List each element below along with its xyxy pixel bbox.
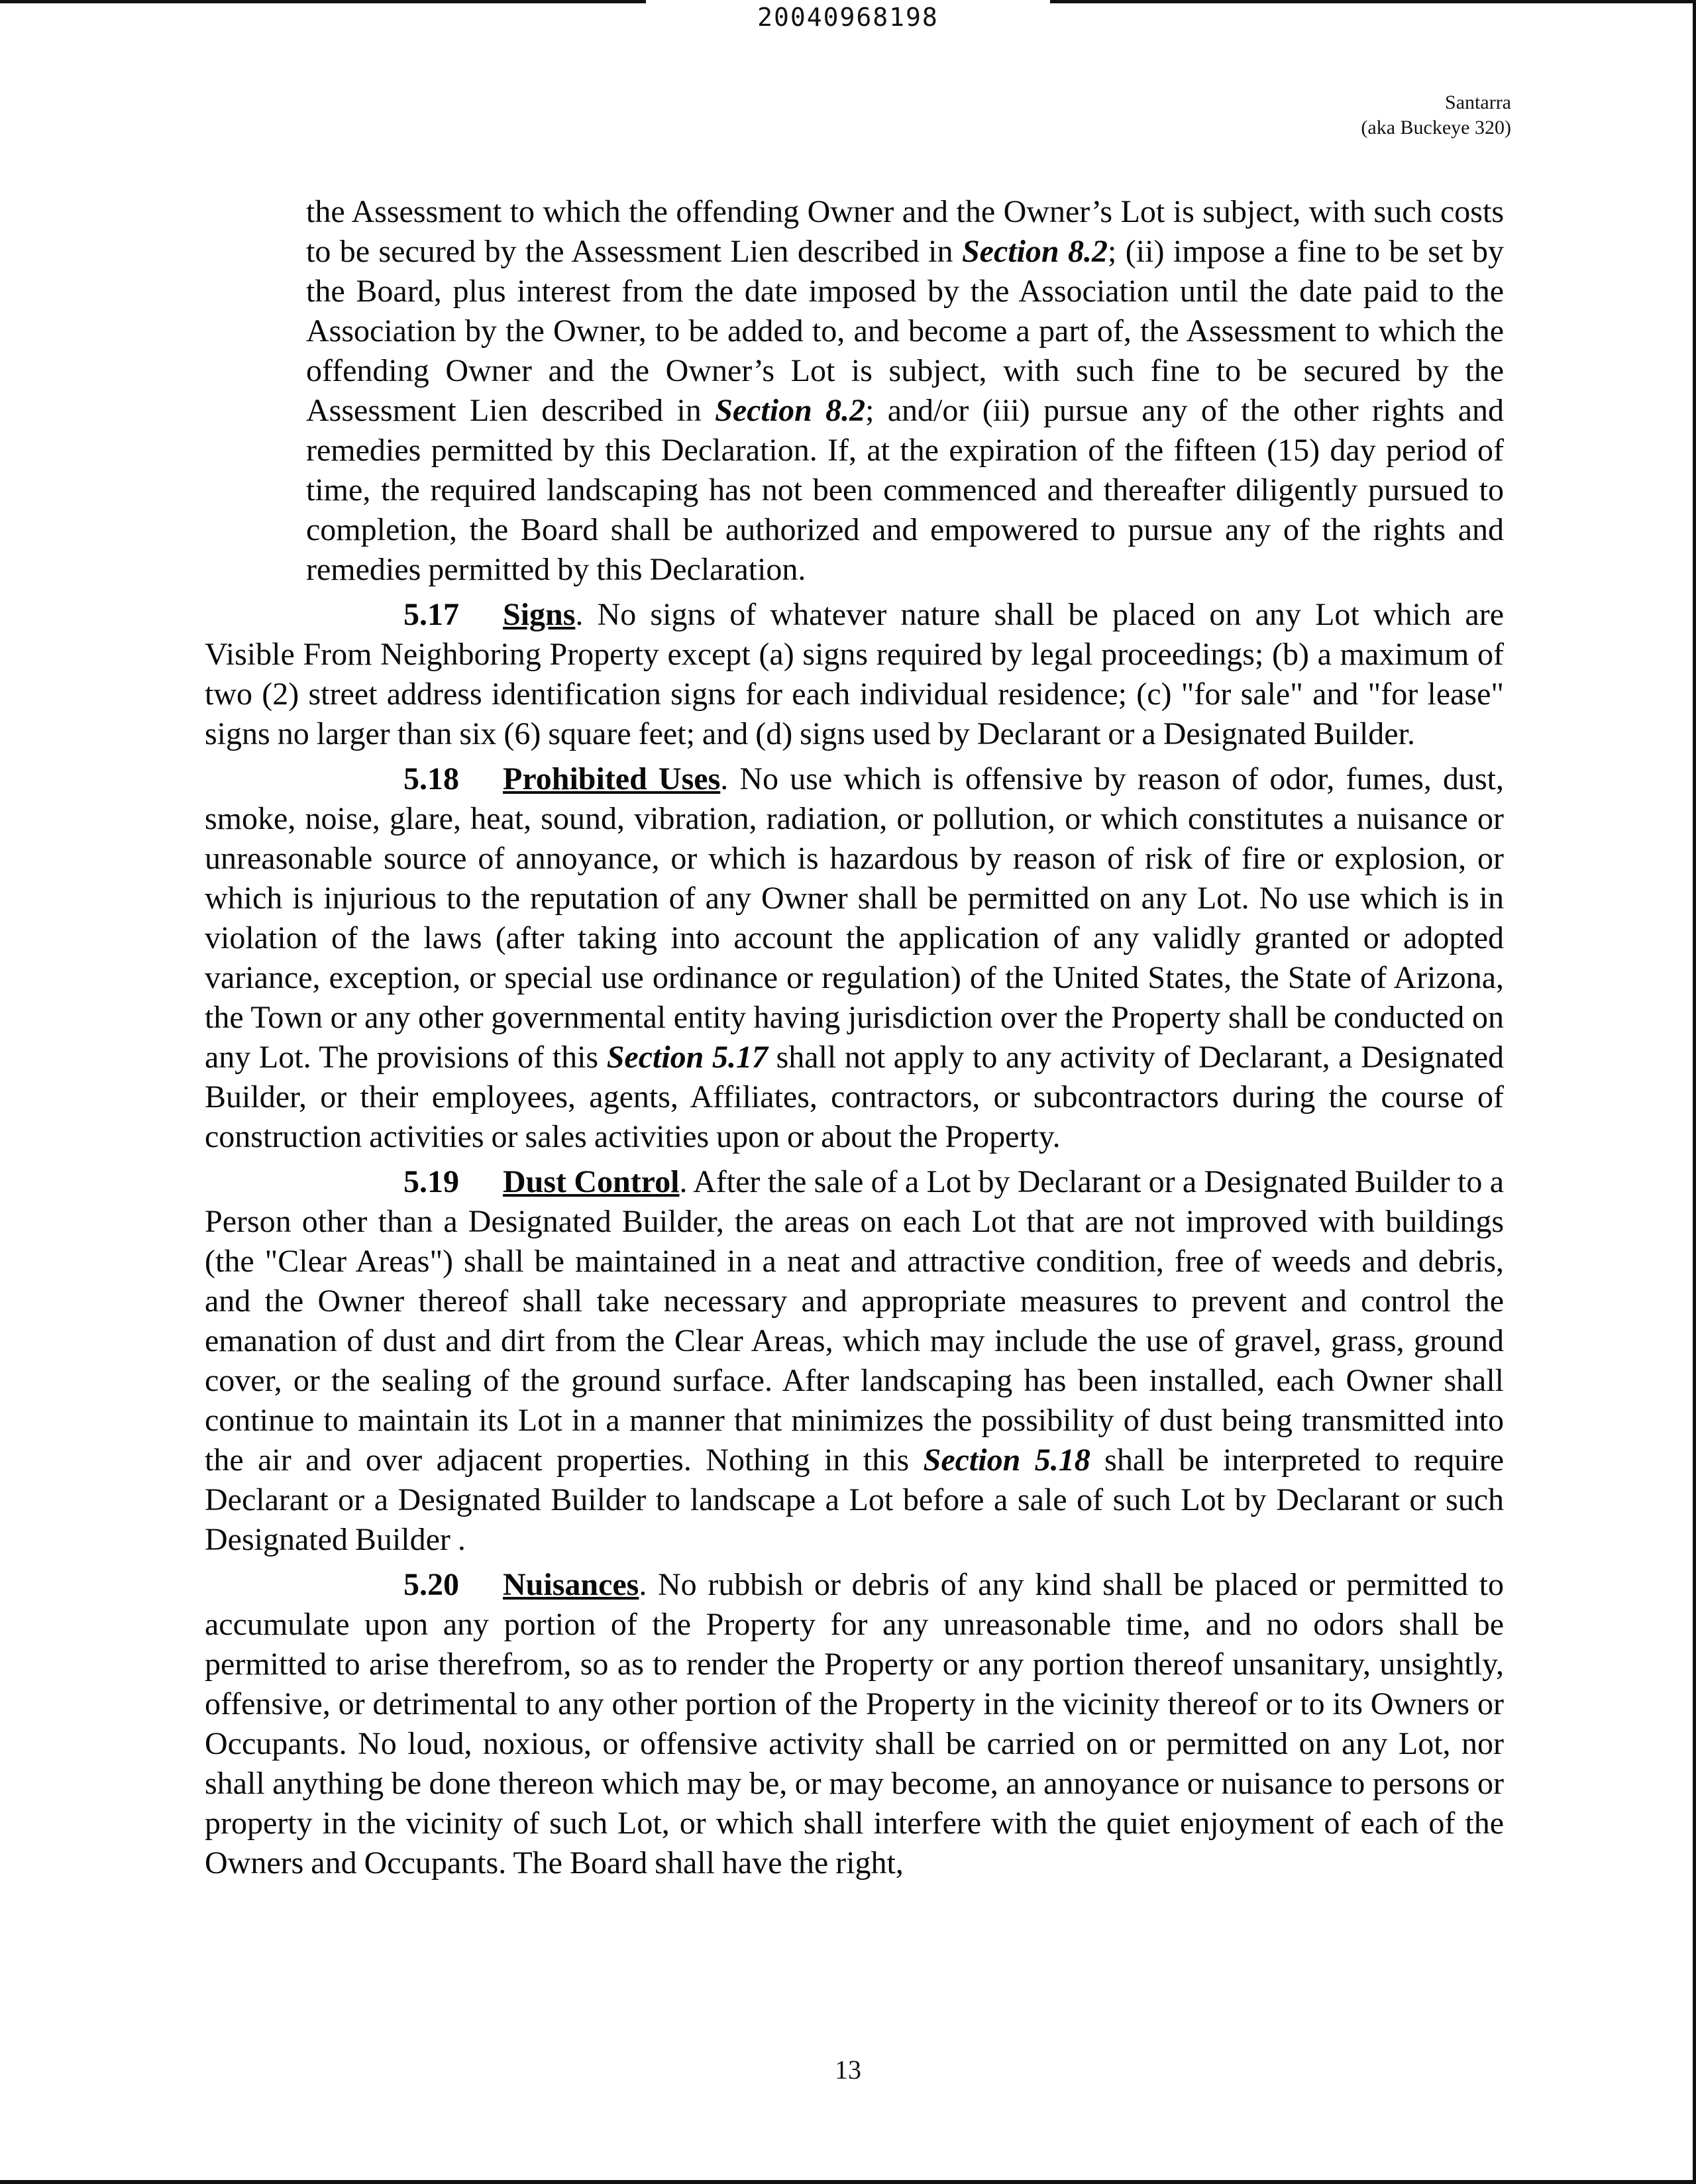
section-reference: Section 5.18 — [923, 1443, 1090, 1478]
scan-border-bottom — [0, 2180, 1696, 2184]
section-text: . After the sale of a Lot by Declarant or a Designated Builder to a Person other than a Designated Builder, the areas on each Lot that are not improved with buildings (the "Clear Areas") shall be maintained in a neat and attractive condition, free of weeds and debris, and the Owner thereof shall take necessary and appropriate measures to prevent and control the emanation of dust and dirt from the Clear Areas, which may include the use of gravel, grass, ground cover, or the sealing of the ground surface. After landscaping has been installed, each Owner shall continue to maintain its Lot in a manner that minimizes the possibility of dust being transmitted into the air and over adjacent properties. Nothing in this — [205, 1164, 1504, 1478]
section-5-20 — [205, 1565, 1504, 1883]
header-title: Santarra — [1445, 91, 1511, 113]
section-5-17 — [205, 595, 1504, 754]
section-text: shall not apply to any activity of Declarant, a Designated Builder, or their employees, agents, Affiliates, contractors, or subcontractors during the course of construction activities or sales activities upon or about the Property. — [205, 1040, 1505, 1154]
running-header — [1361, 90, 1511, 140]
section-5-19 — [205, 1162, 1504, 1560]
section-text: . No use which is offensive by reason of odor, fumes, dust, smoke, noise, glare, heat, sound, vibration, radiation, or pollution, or which constitutes a nuisance or unreasonable source of annoyance, or which is hazardous by reason of risk of fire or explosion, or which is injurious to the reputation of any Owner shall be permitted on any Lot. No use which is in violation of the laws (after taking into account the application of any validly granted or adopted variance, exception, or special use ordinance or regulation) of the United States, the State of Arizona, the Town or any other governmental entity having jurisdiction over the Property shall be conducted on any Lot. The provisions of this — [205, 761, 1504, 1075]
section-text: shall be interpreted to require Declarant or a Designated Builder to landscape a Lot before a sale of such Lot by Declarant or such Designated Builder . — [205, 1443, 1505, 1557]
document-id: 20040968198 — [757, 3, 939, 32]
section-number: 5.18 — [403, 761, 459, 796]
section-heading: Dust Control — [503, 1164, 680, 1199]
section-number: 5.17 — [403, 597, 459, 632]
page-number: 13 — [835, 2055, 861, 2085]
continuation-paragraph — [306, 192, 1504, 590]
body-text — [205, 192, 1504, 1883]
section-text: . No signs of whatever nature shall be placed on any Lot which are Visible From Neighboring Property except (a) signs required by legal proceedings; (b) a maximum of two (2) street address identification signs for each individual residence; (c) "for sale" and "for lease" signs no larger than six (6) square feet; and (d) signs used by Declarant or a Designated Builder. — [205, 597, 1504, 751]
text-run: the Assessment to which the offending Owner and the Owner’s Lot is subject, with such costs to be secured by the Assessment Lien described in — [306, 194, 1504, 269]
section-heading: Signs — [503, 597, 576, 632]
section-5-18 — [205, 759, 1504, 1157]
section-reference: Section 8.2 — [715, 393, 866, 428]
text-run: ; and/or (iii) pursue any of the other rights and remedies permitted by this Declaration. If, at the expiration of the fifteen (15) day period of time, the required landscaping has not been commenced and thereafter diligently pursued to completion, the Board shall be authorized and empowered to pursue any of the rights and remedies permitted by this Declaration. — [306, 393, 1505, 587]
section-reference: Section 8.2 — [961, 234, 1108, 269]
header-subtitle: (aka Buckeye 320) — [1361, 117, 1511, 138]
section-text: . No rubbish or debris of any kind shall be placed or permitted to accumulate upon any portion of the Property for any unreasonable time, and no odors shall be permitted to arise therefrom, so as to render the Property or any portion thereof unsanitary, unsightly, offensive, or detrimental to any other portion of the Property in the vicinity thereof or to its Owners or Occupants. No loud, noxious, or offensive activity shall be carried on or permitted on any Lot, nor shall anything be done thereon which may be, or may become, an annoyance or nuisance to persons or property in the vicinity of such Lot, or which shall interfere with the quiet enjoyment of each of the Owners and Occupants. The Board shall have the right, — [205, 1567, 1504, 1881]
section-heading: Prohibited Uses — [503, 761, 721, 796]
section-heading: Nuisances — [503, 1567, 639, 1602]
section-number: 5.20 — [403, 1567, 459, 1602]
section-reference: Section 5.17 — [606, 1040, 768, 1075]
scan-border-right — [1693, 0, 1696, 2184]
section-number: 5.19 — [403, 1164, 459, 1199]
text-run: ; (ii) impose a fine to be set by the Board, plus interest from the date imposed by the Association until the date paid to the Association by the Owner, to be added to, and become a part of, the Assessment to which the offending Owner and the Owner’s Lot is subject, with such fine to be secured by the Assessment Lien described in — [306, 234, 1504, 428]
